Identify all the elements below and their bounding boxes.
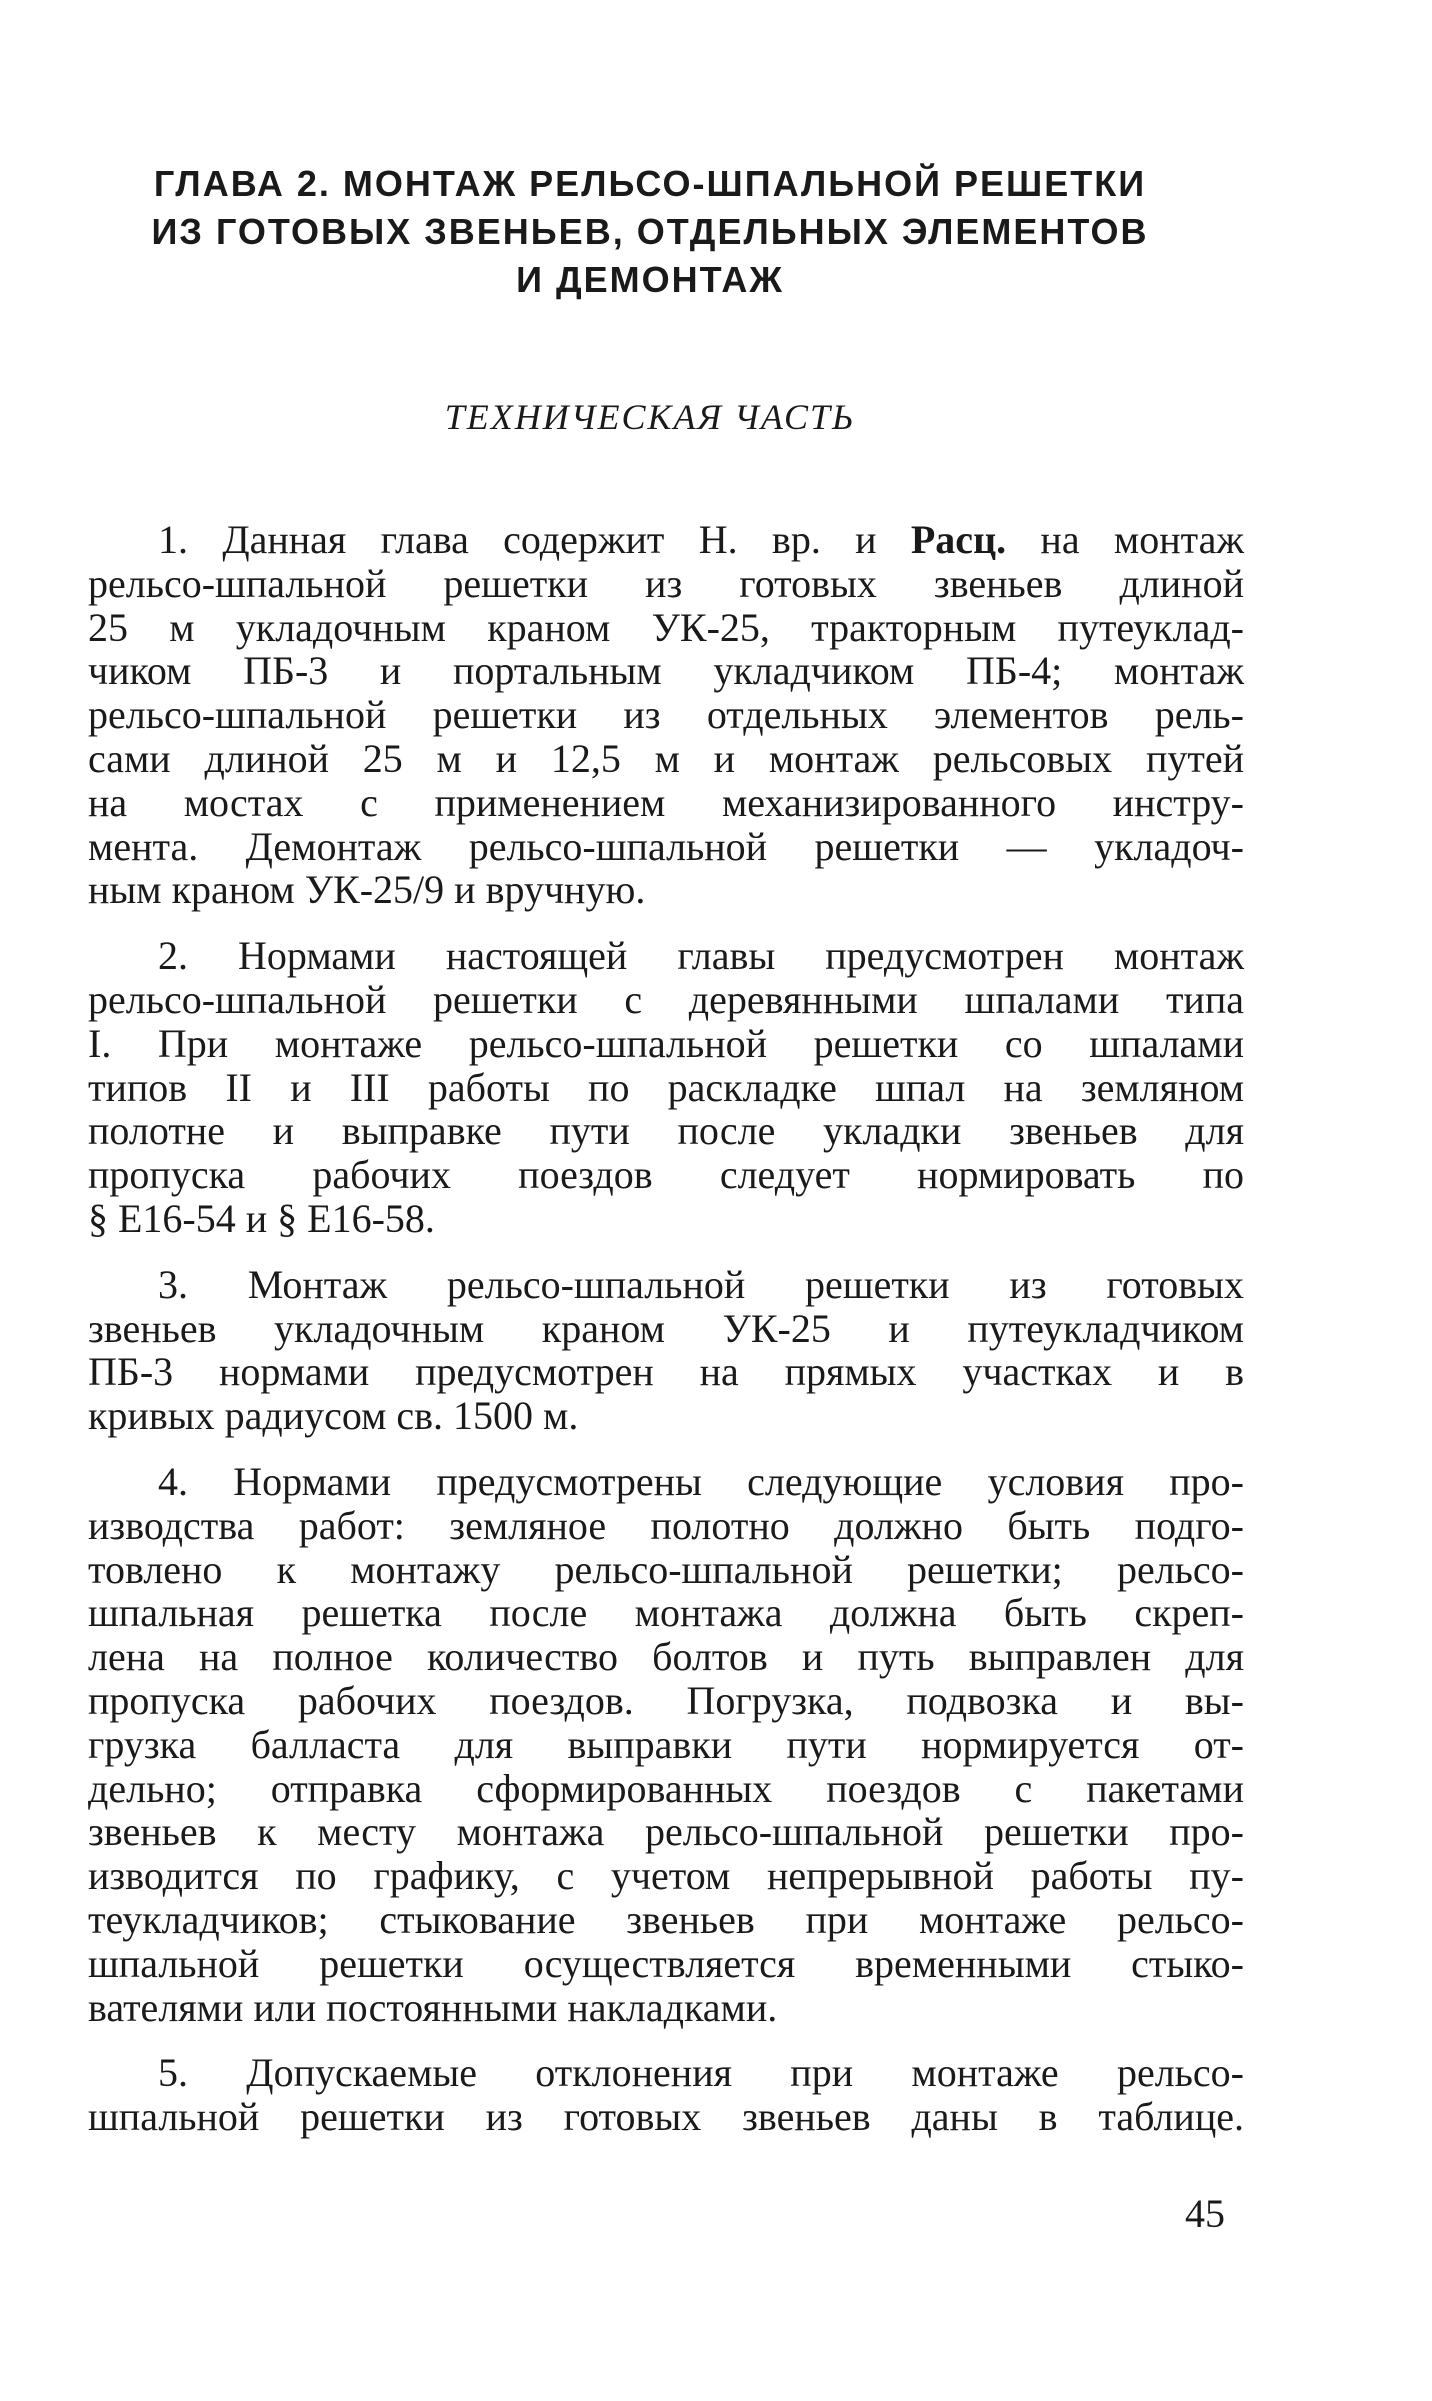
- chapter-title-line: ИЗ ГОТОВЫХ ЗВЕНЬЕВ, ОТДЕЛЬНЫХ ЭЛЕМЕНТОВ: [151, 211, 1149, 252]
- paragraph-1: [88, 518, 1244, 912]
- text-line: I. При монтаже рельсо-шпальной решетки со шпалами: [88, 1020, 1244, 1066]
- chapter-title-line: И ДЕМОНТАЖ: [516, 259, 784, 300]
- text-line: 25 м укладочным краном УК-25, тракторным путеуклад-: [88, 604, 1244, 650]
- text-line: шпальной решетки осуществляется временными стыко-: [88, 1940, 1244, 1986]
- text-line: лена на полное количество болтов и путь выправлен для: [88, 1634, 1244, 1680]
- text-line: товлено к монтажу рельсо-шпальной решетки; рельсо-: [88, 1546, 1244, 1592]
- text-line: 5. Допускаемые отклонения при монтаже рельсо-: [158, 2050, 1244, 2096]
- text-line: типов II и III работы по раскладке шпал на земляном: [88, 1064, 1244, 1110]
- text-line: шпальной решетки из готовых звеньев даны в таблице.: [88, 2094, 1244, 2140]
- text-line: ПБ-3 нормами предусмотрен на прямых участках и в: [88, 1349, 1244, 1395]
- text-line: изводится по графику, с учетом непрерывной работы пу-: [88, 1853, 1244, 1899]
- text-line: звеньев укладочным краном УК-25 и путеукладчиком: [88, 1305, 1244, 1351]
- text-line: ным краном УК-25/9 и вручную.: [88, 867, 646, 913]
- text-line-content: 1. Данная глава содержит Н. вр. и Расц. на монтаж: [158, 517, 1244, 562]
- text-line: пропуска рабочих поездов следует нормировать по: [88, 1152, 1244, 1198]
- text-line: пропуска рабочих поездов. Погрузка, подвозка и вы-: [88, 1677, 1244, 1723]
- text-line: рельсо-шпальной решетки из отдельных элементов рель-: [88, 692, 1244, 738]
- text-line: звеньев к месту монтажа рельсо-шпальной решетки про-: [88, 1809, 1244, 1855]
- text-line: полотне и выправке пути после укладки звеньев для: [88, 1108, 1244, 1154]
- text-line: [88, 518, 1244, 562]
- paragraph-4: [88, 1460, 1244, 2029]
- text-line: грузка балласта для выправки пути нормируется от-: [88, 1721, 1244, 1767]
- text-line: вателями или постоянными накладками.: [88, 1984, 778, 2030]
- text-line: мента. Демонтаж рельсо-шпальной решетки — укладоч-: [88, 823, 1244, 869]
- text-line: сами длиной 25 м и 12,5 м и монтаж рельсовых путей: [88, 735, 1244, 781]
- text-line: шпальная решетка после монтажа должна быть скреп-: [88, 1590, 1244, 1636]
- chapter-title-line: ГЛАВА 2. МОНТАЖ РЕЛЬСО-ШПАЛЬНОЙ РЕШЕТКИ: [153, 163, 1147, 204]
- text-line: дельно; отправка сформированных поездов с пакетами: [88, 1765, 1244, 1811]
- section-title: ТЕХНИЧЕСКАЯ ЧАСТЬ: [444, 397, 856, 437]
- text-line: 3. Монтаж рельсо-шпальной решетки из готовых: [158, 1261, 1244, 1307]
- paragraph-3: [88, 1263, 1244, 1438]
- text-line: чиком ПБ-3 и портальным укладчиком ПБ-4; монтаж: [88, 648, 1244, 694]
- body-text: [88, 518, 1244, 2161]
- text-line: на мостах с применением механизированного инстру-: [88, 779, 1244, 825]
- text-line: рельсо-шпальной решетки с деревянными шпалами типа: [88, 976, 1244, 1022]
- text-line: рельсо-шпальной решетки из готовых звеньев длиной: [88, 560, 1244, 606]
- bold-term: Расц.: [910, 517, 1007, 562]
- text-line: изводства работ: земляное полотно должно быть подго-: [88, 1502, 1244, 1548]
- paragraph-5: [88, 2051, 1244, 2139]
- paragraph-2: [88, 934, 1244, 1241]
- page-number: 45: [1185, 2191, 1225, 2236]
- chapter-title: [100, 160, 1200, 304]
- text-line: § Е16-54 и § Е16-58.: [88, 1195, 435, 1241]
- text-line: 4. Нормами предусмотрены следующие условия про-: [158, 1458, 1244, 1504]
- text-line: теукладчиков; стыкование звеньев при монтаже рельсо-: [88, 1896, 1244, 1942]
- text-line: кривых радиусом св. 1500 м.: [88, 1393, 579, 1439]
- text-line: 2. Нормами настоящей главы предусмотрен монтаж: [158, 933, 1244, 979]
